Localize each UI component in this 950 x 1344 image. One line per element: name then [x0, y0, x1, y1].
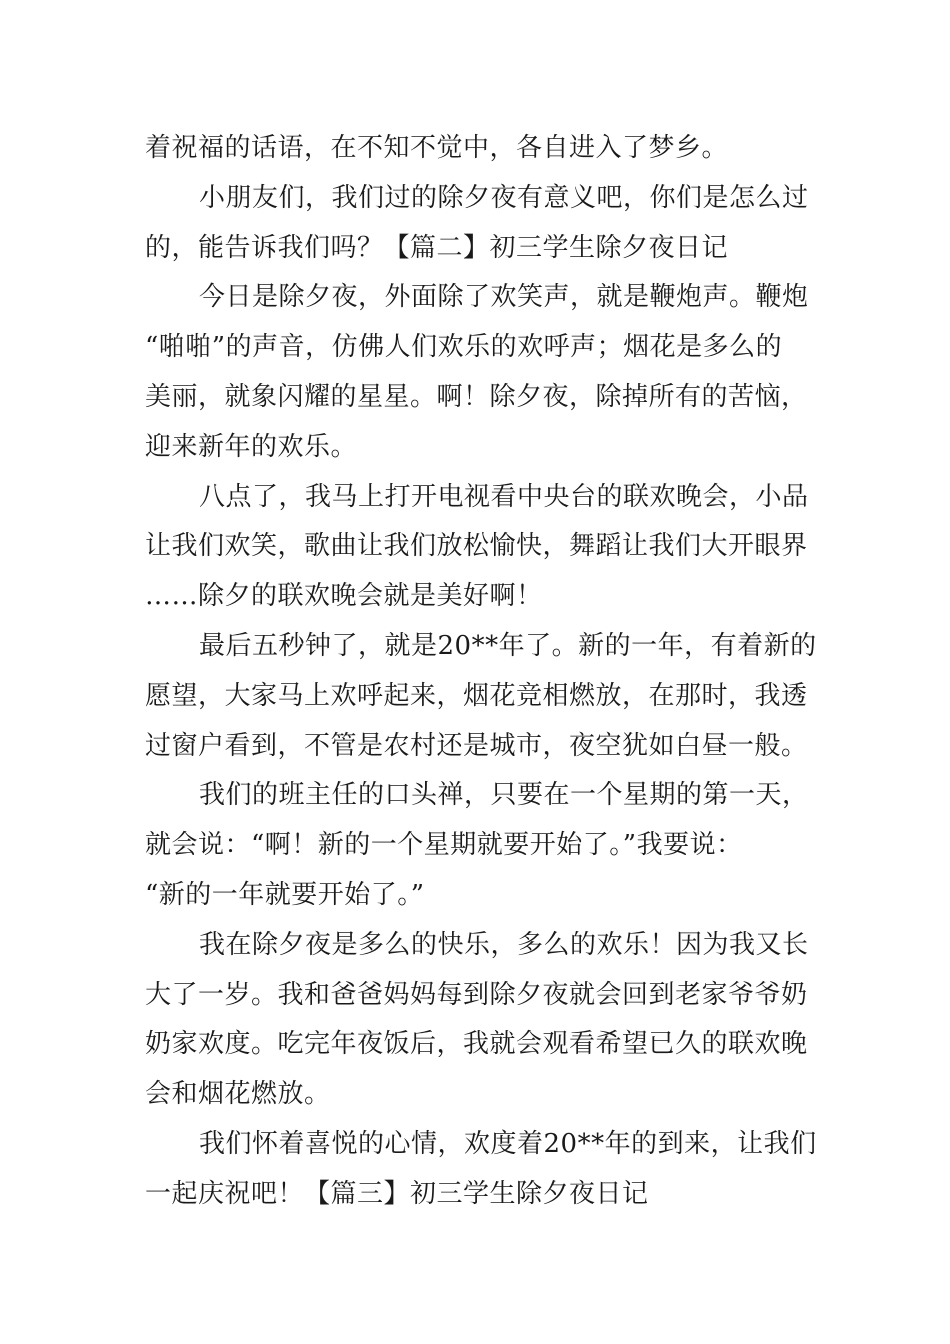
article-body: [145, 124, 817, 1220]
paragraph-first-line: 小朋友们，我们过的除夕夜有意义吧，你们是怎么过: [199, 182, 809, 213]
text-line: 一起庆祝吧！【篇三】初三学生除夕夜日记: [145, 1178, 649, 1209]
text-line: 的，能告诉我们吗？【篇二】初三学生除夕夜日记: [145, 232, 729, 263]
paragraph-first-line: 我们怀着喜悦的心情，欢度着20**年的到来，让我们: [199, 1128, 817, 1159]
text-line: 美丽，就象闪耀的星星。啊！除夕夜，除掉所有的苦恼，: [145, 381, 808, 412]
paragraph-first-line: 今日是除夕夜，外面除了欢笑声，就是鞭炮声。鞭炮: [199, 282, 809, 313]
paragraph-first-line: 八点了，我马上打开电视看中央台的联欢晚会，小品: [199, 481, 809, 512]
paragraph-first-line: 我在除夕夜是多么的快乐，多么的欢乐！因为我又长: [199, 929, 809, 960]
text-line: 大了一岁。我和爸爸妈妈每到除夕夜就会回到老家爷爷奶: [145, 979, 808, 1010]
paragraph-first-line: 我们的班主任的口头禅，只要在一个星期的第一天，: [199, 780, 809, 811]
text-line: 过窗户看到，不管是农村还是城市，夜空犹如白昼一般。: [145, 730, 808, 761]
text-line: “啪啪”的声音，仿佛人们欢乐的欢呼声；烟花是多么的: [145, 332, 783, 363]
text-line: 着祝福的话语，在不知不觉中，各自进入了梦乡。: [145, 133, 729, 163]
text-line: 奶家欢度。吃完年夜饭后，我就会观看希望已久的联欢晚: [145, 1029, 808, 1060]
text-line: 愿望，大家马上欢呼起来，烟花竞相燃放，在那时，我透: [145, 680, 808, 711]
text-line: 让我们欢笑，歌曲让我们放松愉快，舞蹈让我们大开眼界: [145, 531, 808, 562]
text-line: ……除夕的联欢晚会就是美好啊！: [145, 581, 543, 612]
text-line: 迎来新年的欢乐。: [145, 431, 358, 462]
text-line: “新的一年就要开始了。”: [145, 879, 425, 910]
text-line: 就会说：“啊！新的一个星期就要开始了。”我要说：: [145, 830, 743, 861]
paragraph-first-line: 最后五秒钟了，就是20**年了。新的一年，有着新的: [199, 630, 817, 661]
text-line: 会和烟花燃放。: [145, 1079, 331, 1110]
